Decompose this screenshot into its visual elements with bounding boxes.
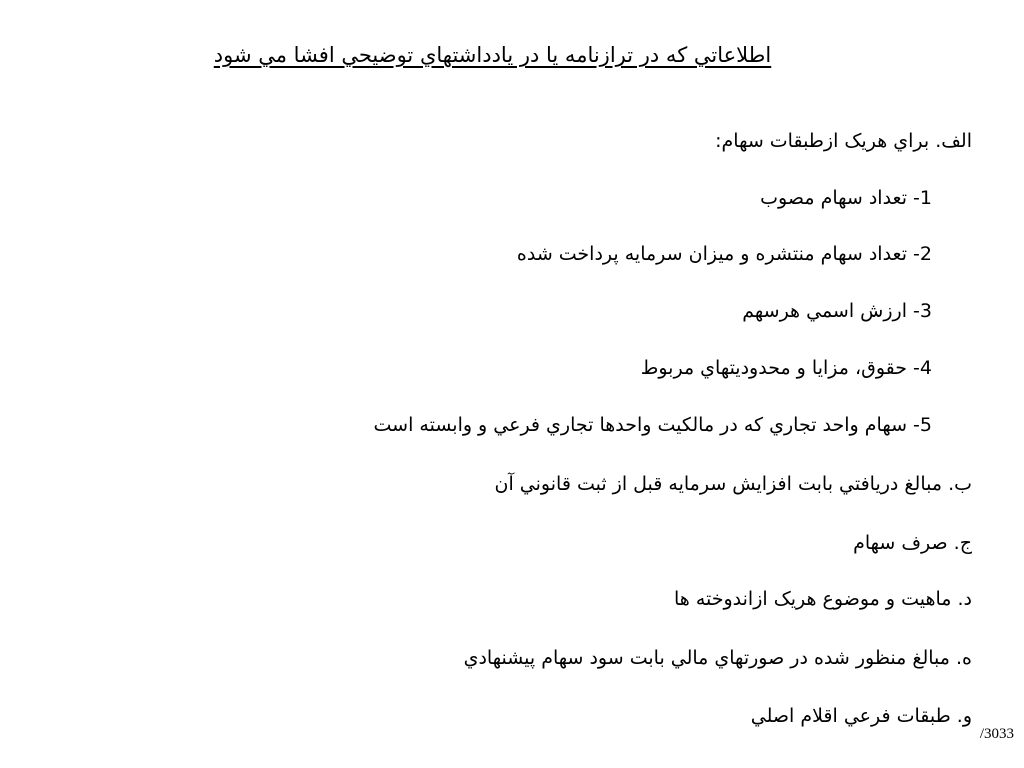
list-item: 2- تعداد سهام منتشره و ميزان سرمايه پرداخت شده	[516, 243, 932, 265]
list-item: ج. صرف سهام	[853, 532, 972, 554]
list-item: ب. مبالغ دريافتي بابت افزايش سرمايه قبل از ثبت قانوني آن	[494, 473, 972, 495]
list-item: 1- تعداد سهام مصوب	[760, 187, 932, 209]
page-number: /3033	[979, 726, 1014, 742]
list-item: و. طبقات فرعي اقلام اصلي	[750, 705, 972, 727]
slide-title: اطلاعاتي كه در ترازنامه يا در يادداشتهاي توضيحي افشا مي شود	[213, 43, 772, 67]
list-item: ه. مبالغ منظور شده در صورتهاي مالي بابت سود سهام پيشنهادي	[463, 647, 972, 669]
section-a-heading: الف. براي هريک ازطبقات سهام:	[715, 130, 972, 152]
list-item: 5- سهام واحد تجاري كه در مالكيت واحدها تجاري فرعي و وابسته است	[373, 414, 932, 436]
list-item: 4- حقوق، مزايا و محدوديتهاي مربوط	[640, 357, 932, 379]
list-item: 3- ارزش اسمي هرسهم	[742, 300, 932, 322]
list-item: د. ماهيت و موضوع هريک ازاندوخته ها	[673, 588, 972, 610]
